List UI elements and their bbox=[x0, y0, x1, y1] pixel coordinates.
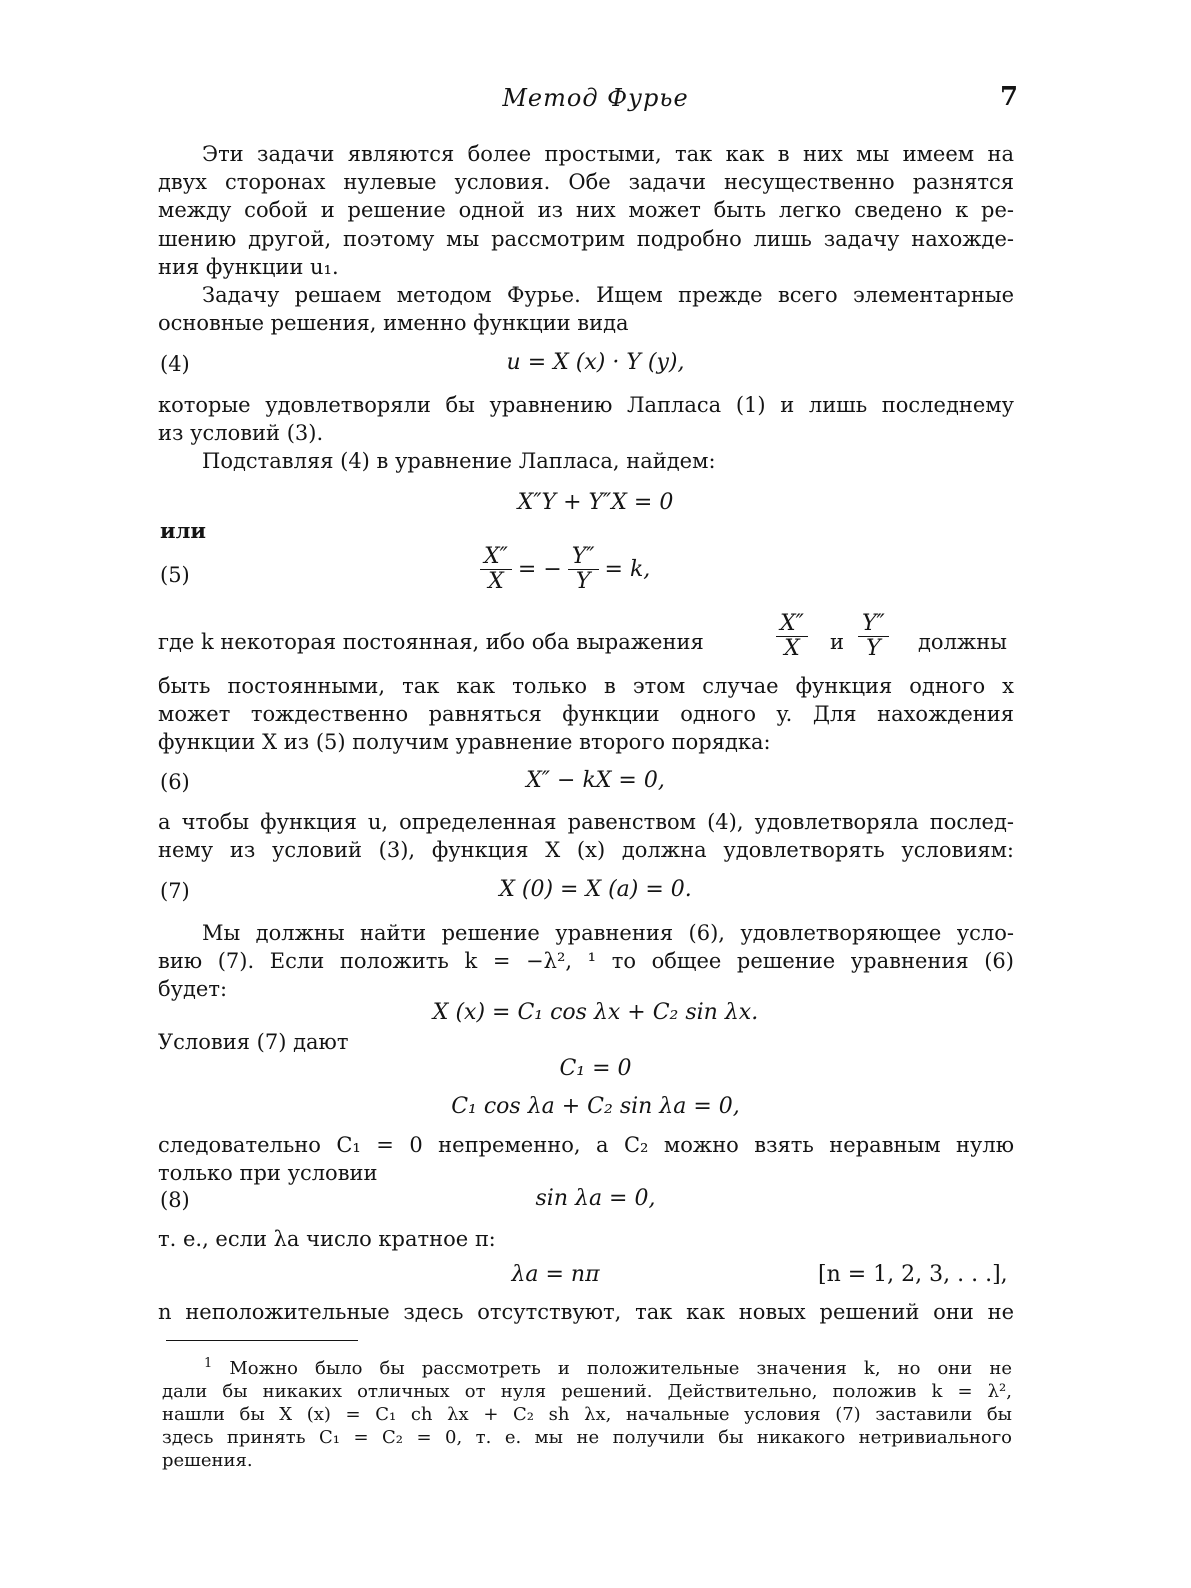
equation-number: (4) bbox=[160, 352, 190, 376]
equation-expression: X (0) = X (a) = 0. bbox=[499, 877, 692, 902]
footnote-line: нашли бы X (x) = C₁ ch λx + C₂ sh λx, начальные условия (7) заставили бы bbox=[162, 1404, 1012, 1425]
text-line: Задачу решаем методом Фурье. Ищем прежде всего элементарные bbox=[202, 283, 1014, 307]
paragraph-6 bbox=[158, 808, 1014, 864]
text-line: Мы должны найти решение уравнения (6), удовлетворяющее усло- bbox=[202, 921, 1014, 945]
equation-number: (8) bbox=[160, 1188, 190, 1212]
fraction-denominator: X bbox=[784, 636, 800, 661]
equation-expression: X″ − kX = 0, bbox=[526, 768, 665, 793]
text-line: между собой и решение одной из них может быть легко сведено к ре- bbox=[158, 198, 1014, 223]
text-line: Условия (7) дают bbox=[158, 1030, 349, 1054]
equation-7 bbox=[0, 877, 1191, 911]
fraction-y bbox=[568, 545, 599, 594]
equation-number: (5) bbox=[160, 563, 190, 587]
equation-expression: X (x) = C₁ cos λx + C₂ sin λx. bbox=[432, 1000, 759, 1025]
operator: = − bbox=[517, 557, 562, 582]
fraction bbox=[858, 612, 889, 661]
equation-expression: C₁ cos λa + C₂ sin λa = 0, bbox=[451, 1094, 740, 1119]
equation-expression bbox=[480, 545, 656, 594]
equation-c1 bbox=[0, 1056, 1191, 1090]
footnote-line: решения. bbox=[162, 1450, 253, 1471]
paragraph-5 bbox=[158, 672, 1014, 757]
equation-6 bbox=[0, 768, 1191, 802]
paragraph-1 bbox=[158, 140, 1014, 281]
fraction bbox=[776, 612, 808, 661]
equation-expression: u = X (x) · Y (y), bbox=[506, 350, 685, 375]
equation-8 bbox=[0, 1186, 1191, 1220]
text-line: следовательно C₁ = 0 непременно, а C₂ можно взять неравным нулю bbox=[158, 1133, 1014, 1157]
footnote-line: здесь принять C₁ = C₂ = 0, т. е. мы не получили бы никакого нетривиального bbox=[162, 1427, 1012, 1448]
inline-fraction-line bbox=[158, 610, 1014, 670]
fraction-numerator: Y″ bbox=[568, 545, 599, 570]
text-segment: и bbox=[830, 630, 844, 654]
word-or: или bbox=[160, 518, 206, 543]
footnote-line bbox=[162, 1352, 1012, 1380]
text-segment: где k некоторая постоянная, ибо оба выражения bbox=[158, 630, 704, 654]
equation-expression: sin λa = 0, bbox=[535, 1186, 656, 1211]
fraction-numerator: X″ bbox=[480, 545, 512, 570]
paragraph-11 bbox=[158, 1298, 1014, 1326]
footnote-text: Можно было бы рассмотреть и положительные значения k, но они не bbox=[229, 1358, 1012, 1379]
paragraph-9 bbox=[158, 1131, 1014, 1187]
equation-expression: C₁ = 0 bbox=[559, 1056, 632, 1081]
page-header bbox=[0, 84, 1191, 124]
text-line: ния функции u₁. bbox=[158, 254, 339, 279]
text-line: только при условии bbox=[158, 1161, 378, 1186]
equation-number: (7) bbox=[160, 879, 190, 903]
text-line: функции X из (5) получим уравнение второго порядка: bbox=[158, 730, 771, 755]
text-line: Подставляя (4) в уравнение Лапласа, найдем: bbox=[202, 449, 716, 473]
paragraph-8 bbox=[158, 1028, 1014, 1056]
text-line: n неположительные здесь отсутствуют, так как новых решений они не bbox=[158, 1300, 1014, 1324]
paragraph-3 bbox=[158, 391, 1014, 447]
fraction-denominator: Y bbox=[575, 569, 591, 594]
fraction-denominator: Y bbox=[866, 636, 881, 661]
fraction-denominator: X bbox=[488, 569, 504, 594]
inline-fraction-x bbox=[776, 612, 808, 661]
paragraph-7 bbox=[158, 919, 1014, 1004]
paragraph-2 bbox=[158, 281, 1014, 337]
text-line: т. е., если λa число кратное π: bbox=[158, 1227, 496, 1251]
text-line: шению другой, поэтому мы рассмотрим подробно лишь задачу нахожде- bbox=[158, 226, 1014, 251]
text-line: быть постоянными, так как только в этом случае функция одного x bbox=[158, 674, 1014, 698]
footnote-mark: 1 bbox=[204, 1356, 213, 1371]
running-title: Метод Фурье bbox=[502, 84, 689, 112]
text-line: а чтобы функция u, определенная равенством (4), удовлетворяла послед- bbox=[158, 810, 1014, 834]
text-line: вию (7). Если положить k = −λ², ¹ то общее решение уравнения (6) bbox=[158, 949, 1014, 974]
text-line: основные решения, именно функции вида bbox=[158, 311, 629, 336]
equation-c2 bbox=[0, 1094, 1191, 1128]
equation-5 bbox=[0, 545, 1191, 607]
equation-expression: λa = nπ bbox=[511, 1262, 600, 1287]
fraction-x bbox=[480, 545, 512, 594]
text-line: может тождественно равняться функции одного y. Для нахождения bbox=[158, 702, 1014, 727]
footnote-line: дали бы никаких отличных от нуля решений. Действительно, положив k = λ², bbox=[162, 1381, 1012, 1402]
text-line: будет: bbox=[158, 977, 228, 1002]
equation-number: (6) bbox=[160, 770, 190, 794]
equation-expression: X″Y + Y″X = 0 bbox=[517, 490, 674, 515]
text-line: нему из условий (3), функция X (x) должна удовлетворять условиям: bbox=[158, 838, 1014, 863]
fraction-numerator: Y″ bbox=[858, 612, 889, 637]
paragraph-10 bbox=[158, 1225, 1014, 1253]
inline-fraction-y bbox=[858, 612, 889, 661]
operator: = k, bbox=[604, 557, 651, 582]
text-segment: должны bbox=[918, 630, 1007, 654]
footnote-divider bbox=[166, 1340, 358, 1341]
equation-4 bbox=[0, 350, 1191, 384]
text-line: Эти задачи являются более простыми, так как в них мы имеем на bbox=[202, 142, 1014, 166]
equation-range: [n = 1, 2, 3, . . .], bbox=[818, 1262, 1008, 1287]
equation-lambda bbox=[0, 1262, 1191, 1296]
page-number: 7 bbox=[1000, 82, 1019, 112]
footnote bbox=[162, 1352, 1012, 1472]
fraction-numerator: X″ bbox=[776, 612, 808, 637]
text-line: которые удовлетворяли бы уравнению Лапласа (1) и лишь последнему bbox=[158, 393, 1014, 417]
text-line: двух сторонах нулевые условия. Обе задачи несущественно разнятся bbox=[158, 170, 1014, 195]
paragraph-4 bbox=[158, 447, 1014, 475]
text-line: из условий (3). bbox=[158, 421, 324, 446]
